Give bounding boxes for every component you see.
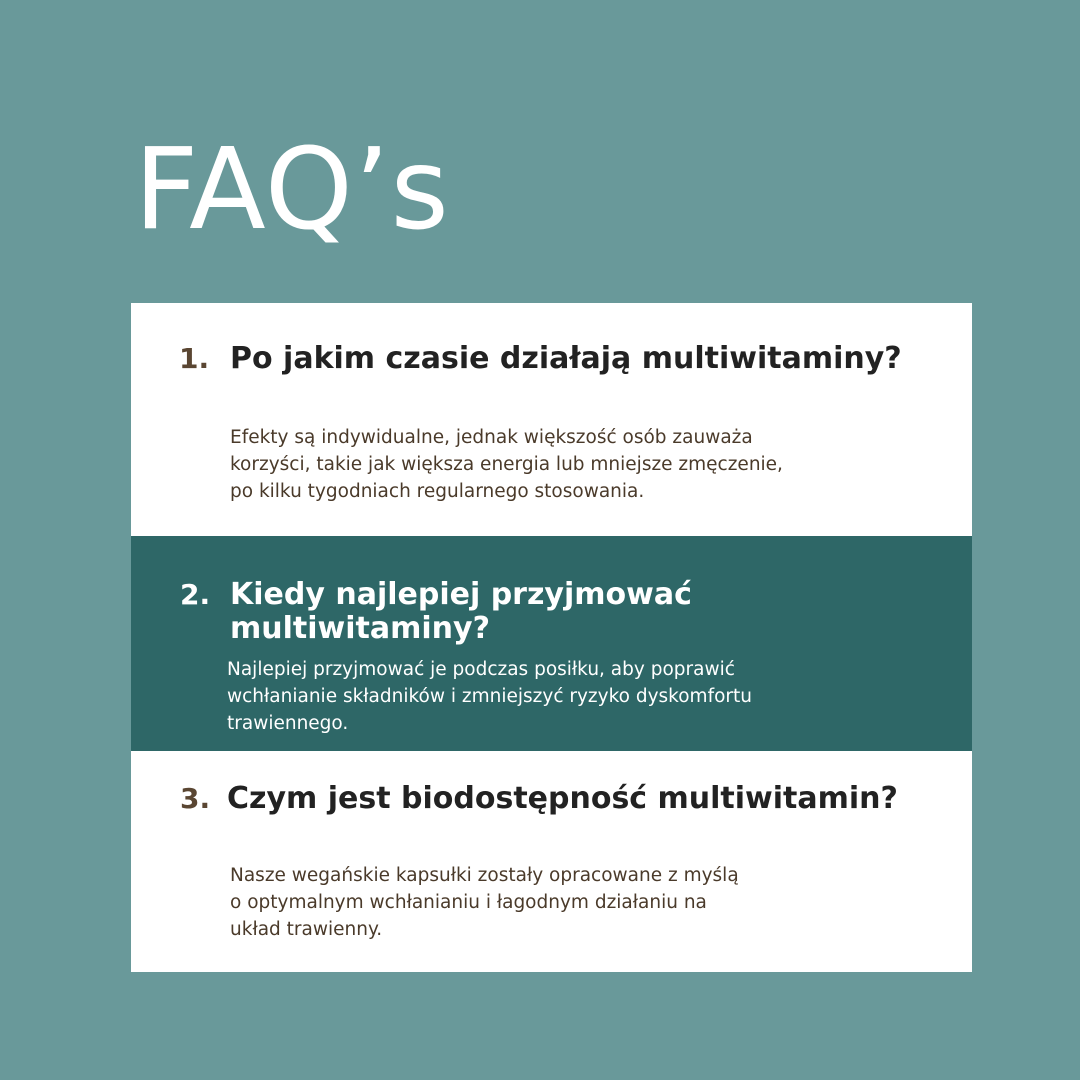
faq-number: 3. bbox=[180, 782, 211, 815]
faq-question: Czym jest biodostępność multiwitamin? bbox=[227, 781, 898, 816]
faq-question: Kiedy najlepiej przyjmować multiwitaminy? bbox=[230, 577, 692, 646]
faq-item-1[interactable] bbox=[131, 303, 972, 536]
faq-number: 1. bbox=[179, 342, 210, 375]
page-title: FAQ’s bbox=[134, 125, 450, 255]
faq-answer: Nasze wegańskie kapsułki zostały opracowane z myślą o optymalnym wchłanianiu i łagodnym działaniu na układ trawienny. bbox=[230, 865, 739, 940]
faq-answer: Najlepiej przyjmować je podczas posiłku, aby poprawić wchłanianie składników i zmniejszyć ryzyko dyskomfortu trawiennego. bbox=[227, 659, 752, 734]
faq-question: Po jakim czasie działają multiwitaminy? bbox=[230, 341, 902, 376]
faq-item-3[interactable] bbox=[131, 751, 972, 972]
faq-answer: Efekty są indywidualne, jednak większość osób zauważa korzyści, takie jak większa energia lub mniejsze zmęczenie, po kilku tygodniach regularnego stosowania. bbox=[230, 427, 783, 502]
faq-list bbox=[131, 303, 972, 972]
faq-number: 2. bbox=[180, 578, 211, 611]
faq-item-2[interactable] bbox=[131, 536, 972, 751]
